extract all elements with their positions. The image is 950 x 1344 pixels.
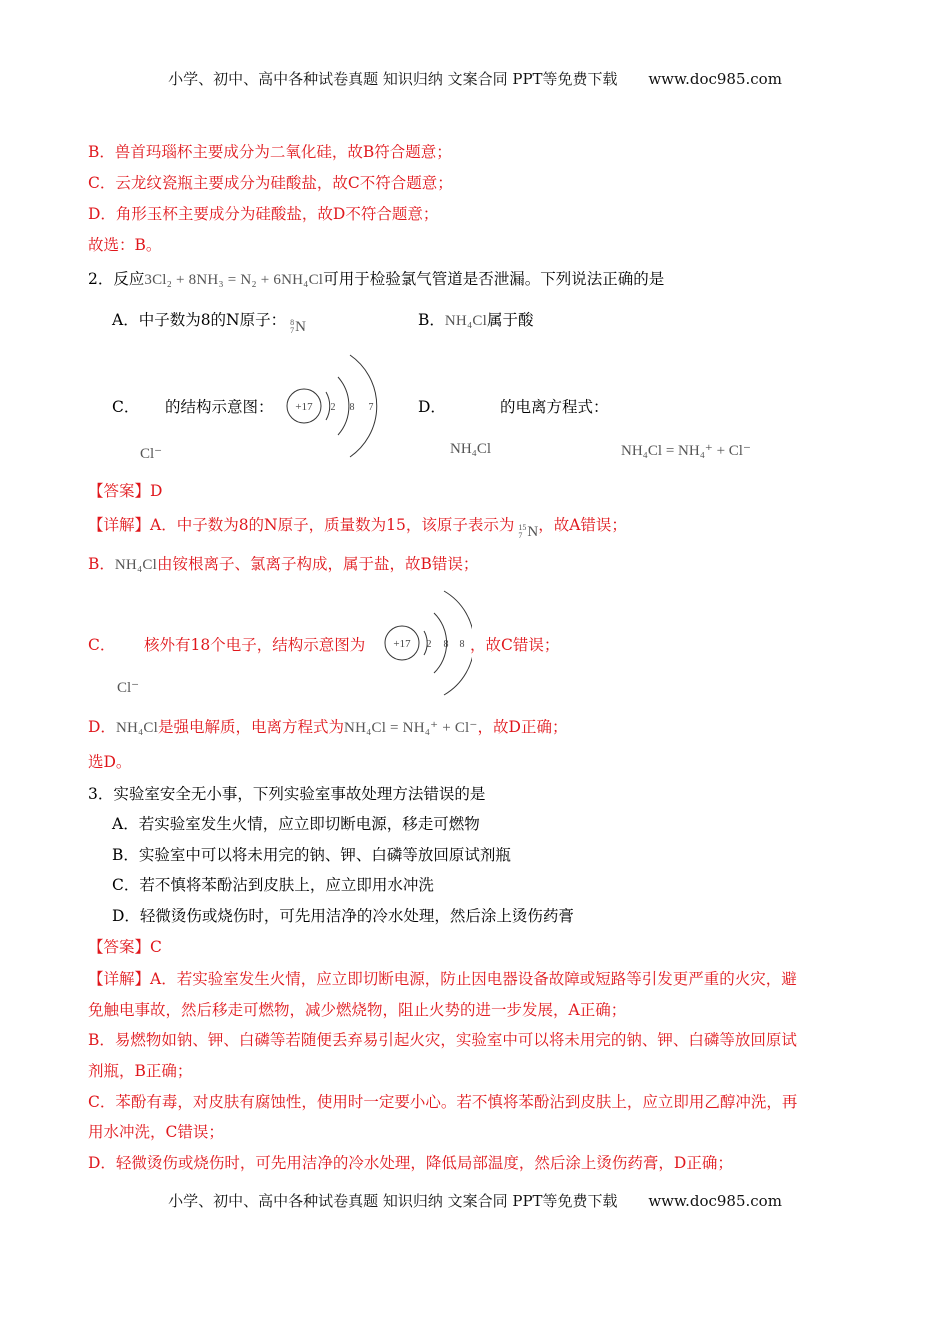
q2-explain-d-post: ，故D正确； [477,718,568,736]
q2-explain-d-label: D． [88,718,116,736]
shell-arc-1 [326,392,330,420]
prev-line-c: C．云龙纹瓷瓶主要成分为硅酸盐，故C不符合题意； [88,174,453,192]
q2-explain-a-sym: N [527,524,539,540]
q2-explain-c-ion: Cl⁻ [117,680,140,696]
q2-explain-c-post: ，故C错误； [470,636,560,654]
q2-opt-a-sym: N [295,319,306,335]
q2-opt-d-equation: NH₄Cl = NH₄⁺ + Cl⁻ [621,443,751,459]
q2-explain-b [88,553,478,576]
q2-explain-a-nuclide [514,521,538,543]
q2-suffix: 可用于检验氯气管道是否泄漏。下列说法正确的是 [323,270,665,288]
prev-line-b: B．兽首玛瑙杯主要成分为二氧化硅，故B符合题意； [88,143,452,161]
q2-opt-a-z: 7 [290,326,295,335]
q2-opt-c-structure-diagram [280,345,390,465]
q2-option-a [112,309,306,338]
q2-option-c-label: C． [112,398,140,416]
q3-option-b: B．实验室中可以将未用完的钠、钾、白磷等放回原试剂瓶 [112,846,511,864]
prev-choose: 故选：B。 [88,236,162,254]
q3-explain-c1: C．苯酚有毒，对皮肤有腐蚀性，使用时一定要小心。若不慎将苯酚沾到皮肤上，应立即用乙醇冲洗，再 [88,1093,798,1111]
q2-opt-b-formula: NH₄Cl [444,313,487,329]
nucleus-label: +17 [295,401,313,413]
q2-explain-b-text: 由铵根离子、氯离子构成，属于盐，故B错误； [156,555,479,573]
q2-opt-a-text: A．中子数为8的N原子： [112,311,287,329]
shell-count-2: 8 [443,639,449,650]
footer-text: 小学、初中、高中各种试卷真题 知识归纳 文案合同 PPT等免费下载 [168,1192,618,1210]
q2-explain-d-equation: NH₄Cl = NH₄⁺ + Cl⁻ [344,720,478,736]
q2-option-d-label: D． [418,398,446,416]
q2-prefix: 2．反应 [88,270,145,288]
q2-opt-d-formula: NH₄Cl [450,441,492,457]
q3-explain-a2: 免触电事故，然后移走可燃物，减少燃烧物，阻止火势的进一步发展，A正确； [88,1001,627,1019]
q2-explain-d-text: 是强电解质，电离方程式为 [158,718,345,736]
q2-explain-b-label: B． [88,555,115,573]
q3-option-d: D．轻微烫伤或烧伤时，可先用洁净的冷水处理，然后涂上烫伤药膏 [112,907,574,925]
shell-count-1: 2 [426,639,432,650]
q2-explain-a-post: ，故A错误； [538,516,627,534]
header-text: 小学、初中、高中各种试卷真题 知识归纳 文案合同 PPT等免费下载 [168,70,618,88]
page-footer [0,1190,950,1211]
q2-option-d-text: 的电离方程式： [500,398,609,416]
q2-opt-b-text: 属于酸 [486,311,534,329]
shell-count-3: 7 [368,402,374,413]
shell-count-3: 8 [459,639,465,650]
q2-explain-a [88,514,627,543]
q2-explain-c-label: C． [88,636,116,654]
q3-option-a: A．若实验室发生火情，应立即切断电源，移走可燃物 [112,815,480,833]
q3-stem: 3．实验室安全无小事，下列实验室事故处理方法错误的是 [88,785,486,803]
q3-answer: 【答案】C [88,938,162,956]
q2-reaction-formula: 3Cl₂ + 8NH₃ = N₂ + 6NH₄Cl [144,272,324,288]
footer-site[interactable]: www.doc985.com [648,1192,782,1210]
nucleus-label: +17 [393,638,411,650]
q2-opt-a-mass: 8 [290,318,295,327]
q2-explain-c-text: 核外有18个电子，结构示意图为 [144,636,366,654]
q3-explain-d1: D．轻微烫伤或烧伤时，可先用洁净的冷水处理，降低局部温度，然后涂上烫伤药膏，D正确； [88,1154,733,1172]
q3-explain-a1: 【详解】A．若实验室发生火情，应立即切断电源，防止因电器设备故障或短路等引发更严重的火灾，避 [88,970,797,988]
q2-option-c-text: 的结构示意图： [165,398,274,416]
q3-explain-b1: B．易燃物如钠、钾、白磷等若随便丢弃易引起火灾，实验室中可以将未用完的钠、钾、白磷等放回原试 [88,1031,797,1049]
q2-explain-d-formula: NH₄Cl [115,720,159,736]
q2-option-b: B．NH₄Cl属于酸 [418,311,534,329]
q2-explain-a-pre: 【详解】A．中子数为8的N原子，质量数为15，该原子表示为 [88,516,515,534]
q3-option-c: C．若不慎将苯酚沾到皮肤上，应立即用水冲洗 [112,876,434,894]
q2-answer: 【答案】D [88,482,163,500]
shell-count-2: 8 [349,402,355,413]
shell-count-1: 2 [330,402,336,413]
q2-opt-a-nuclide [286,316,306,338]
q3-explain-b2: 剂瓶，B正确； [88,1062,193,1080]
q2-explain-a-mass: 15 [518,523,527,532]
header-site[interactable]: www.doc985.com [648,70,782,88]
q2-opt-c-ion: Cl⁻ [140,446,163,462]
page-header [0,68,950,89]
prev-line-d: D．角形玉杯主要成分为硅酸盐，故D不符合题意； [88,205,439,223]
q2-choose: 选D。 [88,753,132,771]
q2-explain-a-z: 7 [518,531,523,540]
q2-explain-c-structure-diagram [382,585,472,700]
q2-stem [88,268,664,291]
q2-explain-d [88,716,567,739]
q2-explain-b-formula: NH₄Cl [114,557,157,573]
shell-arc-2 [338,377,349,435]
q3-explain-c2: 用水冲洗，C错误； [88,1123,224,1141]
